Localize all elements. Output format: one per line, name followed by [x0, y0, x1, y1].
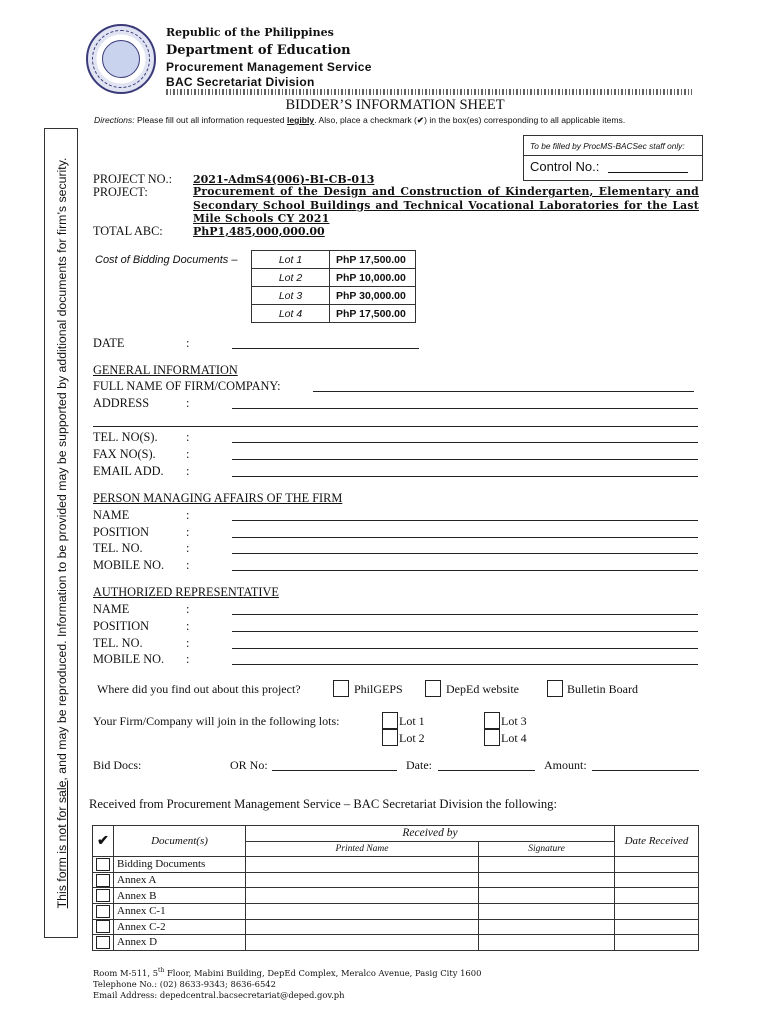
- footer-address-sup: th: [158, 967, 165, 974]
- control-no-field[interactable]: [608, 172, 688, 173]
- directions: [94, 115, 625, 126]
- document-name: Annex D: [114, 935, 246, 951]
- person-tel-field[interactable]: [232, 553, 698, 554]
- auth-name-field[interactable]: [232, 614, 698, 615]
- footer-address-a: Room M-511, 5: [93, 967, 159, 978]
- join-lot4-label: Lot 4: [501, 731, 527, 745]
- cost-table: [251, 250, 416, 323]
- document-name: Annex B: [114, 888, 246, 904]
- address-label: ADDRESS: [93, 396, 150, 410]
- cost-row: [252, 251, 416, 269]
- fax-field[interactable]: [232, 459, 698, 460]
- date-field[interactable]: [232, 348, 419, 349]
- philgeps-checkbox[interactable]: [333, 680, 349, 697]
- lot-amount: PhP 30,000.00: [330, 287, 416, 305]
- colon: :: [186, 447, 190, 461]
- person-position-label: POSITION: [93, 525, 150, 539]
- firm-name-label: FULL NAME OF FIRM/COMPANY:: [93, 379, 281, 393]
- row-checkbox[interactable]: [96, 874, 110, 887]
- date-cell[interactable]: [615, 903, 699, 919]
- control-note: To be filled by ProcMS-BACSec staff only:: [530, 141, 685, 151]
- document-name: Annex C-1: [114, 903, 246, 919]
- printed-name-cell[interactable]: [246, 872, 479, 888]
- person-name-label: NAME: [93, 508, 130, 522]
- footer-address: [93, 965, 481, 979]
- form-title: BIDDER’S INFORMATION SHEET: [285, 97, 505, 113]
- row-checkbox[interactable]: [96, 889, 110, 902]
- lot-amount: PhP 10,000.00: [330, 269, 416, 287]
- auth-mobile-label: MOBILE NO.: [93, 652, 165, 666]
- bid-date-field[interactable]: [438, 770, 535, 771]
- firm-name-field[interactable]: [313, 391, 694, 392]
- printed-name-cell[interactable]: [246, 857, 479, 873]
- or-no-label: OR No:: [230, 758, 268, 772]
- date-cell[interactable]: [615, 857, 699, 873]
- address-field[interactable]: [232, 408, 698, 409]
- email-label: EMAIL ADD.: [93, 464, 164, 478]
- cost-row: [252, 269, 416, 287]
- printed-name-cell[interactable]: [246, 903, 479, 919]
- date-cell[interactable]: [615, 919, 699, 935]
- lot-name: Lot 2: [252, 269, 330, 287]
- project-title: Procurement of the Design and Construction of Kindergarten, Elementary and Secondary School Buildings and Technical Vocational Laboratories for the Last Mile Schools CY 2021: [193, 185, 699, 225]
- cost-label: Cost of Bidding Documents –: [95, 254, 238, 266]
- header-ornament: [166, 89, 692, 95]
- colon: :: [186, 619, 190, 633]
- control-no-label: Control No.:: [530, 159, 600, 174]
- printed-name-header: Printed Name: [246, 841, 479, 857]
- lot-amount: PhP 17,500.00: [330, 305, 416, 323]
- signature-cell[interactable]: [479, 935, 615, 951]
- date-cell[interactable]: [615, 872, 699, 888]
- colon: :: [186, 602, 190, 616]
- colon: :: [186, 396, 190, 410]
- join-question: Your Firm/Company will join in the following lots:: [93, 714, 340, 728]
- person-mobile-label: MOBILE NO.: [93, 558, 165, 572]
- tel-label: TEL. NO(S).: [93, 430, 158, 444]
- table-row: [93, 935, 699, 951]
- project-no-label: PROJECT NO.:: [93, 172, 173, 186]
- checkmark-icon: ✔: [416, 115, 425, 125]
- bid-date-label: Date:: [406, 758, 432, 772]
- colon: :: [186, 464, 190, 478]
- signature-cell[interactable]: [479, 857, 615, 873]
- fax-label: FAX NO(S).: [93, 447, 156, 461]
- documents-header: Document(s): [114, 826, 246, 857]
- auth-name-label: NAME: [93, 602, 130, 616]
- authorized-heading: AUTHORIZED REPRESENTATIVE: [93, 585, 279, 599]
- amount-field[interactable]: [592, 770, 699, 771]
- join-lot3-label: Lot 3: [501, 714, 527, 728]
- colon: :: [186, 636, 190, 650]
- signature-header: Signature: [479, 841, 615, 857]
- cost-row: [252, 287, 416, 305]
- join-lot2-label: Lot 2: [399, 731, 425, 745]
- document-name: Bidding Documents: [114, 857, 246, 873]
- header-procurement: Procurement Management Service: [166, 60, 372, 74]
- deped-website-checkbox[interactable]: [425, 680, 441, 697]
- document-name: Annex C-2: [114, 919, 246, 935]
- header-republic: Republic of the Philippines: [166, 26, 334, 39]
- address-field-2[interactable]: [93, 426, 698, 427]
- table-row: [93, 903, 699, 919]
- date-colon: :: [186, 336, 190, 350]
- signature-cell[interactable]: [479, 903, 615, 919]
- received-header-row: [93, 826, 699, 842]
- row-checkbox[interactable]: [96, 920, 110, 933]
- auth-position-field[interactable]: [232, 631, 698, 632]
- signature-cell[interactable]: [479, 888, 615, 904]
- date-cell[interactable]: [615, 935, 699, 951]
- control-box: [523, 135, 703, 181]
- header-department: Department of Education: [166, 43, 351, 58]
- received-table: [92, 825, 699, 951]
- table-row: [93, 919, 699, 935]
- side-notice-rest: , and may be reproduced. Information to be provided may be supported by additional documents for firm’s security.: [55, 157, 69, 781]
- amount-label: Amount:: [544, 758, 587, 772]
- lot-amount: PhP 17,500.00: [330, 251, 416, 269]
- directions-prefix: Directions:: [94, 115, 135, 125]
- signature-cell[interactable]: [479, 872, 615, 888]
- colon: :: [186, 525, 190, 539]
- table-row: [93, 888, 699, 904]
- directions-text-c: ) in the box(es) corresponding to all applicable items.: [424, 115, 626, 125]
- auth-mobile-field[interactable]: [232, 664, 698, 665]
- header-bac: BAC Secretariat Division: [166, 75, 315, 89]
- lot-name: Lot 4: [252, 305, 330, 323]
- cost-row: [252, 305, 416, 323]
- total-abc-label: TOTAL ABC:: [93, 224, 163, 238]
- table-row: [93, 857, 699, 873]
- auth-tel-label: TEL. NO.: [93, 636, 143, 650]
- row-checkbox[interactable]: [96, 936, 110, 949]
- date-received-header: Date Received: [615, 826, 699, 857]
- auth-position-label: POSITION: [93, 619, 150, 633]
- join-lot2-checkbox[interactable]: [382, 729, 398, 746]
- colon: :: [186, 430, 190, 444]
- join-lot1-checkbox[interactable]: [382, 712, 398, 729]
- colon: :: [186, 508, 190, 522]
- person-tel-label: TEL. NO.: [93, 541, 143, 555]
- project-label: PROJECT:: [93, 185, 148, 199]
- person-mobile-field[interactable]: [232, 570, 698, 571]
- or-no-field[interactable]: [272, 770, 397, 771]
- bid-docs-label: Bid Docs:: [93, 758, 142, 772]
- total-abc-value: PhP1,485,000,000.00: [193, 225, 325, 238]
- person-name-field[interactable]: [232, 520, 698, 521]
- colon: :: [186, 652, 190, 666]
- general-heading: GENERAL INFORMATION: [93, 363, 238, 377]
- directions-text-a: Please fill out all information requested: [134, 115, 287, 125]
- row-checkbox[interactable]: [96, 905, 110, 918]
- printed-name-cell[interactable]: [246, 935, 479, 951]
- row-checkbox[interactable]: [96, 858, 110, 871]
- printed-name-cell[interactable]: [246, 888, 479, 904]
- tel-field[interactable]: [232, 442, 698, 443]
- side-notice-underlined: This form is not for sale: [55, 780, 69, 909]
- colon: :: [186, 558, 190, 572]
- found-question: Where did you find out about this project?: [97, 682, 301, 696]
- lot-name: Lot 3: [252, 287, 330, 305]
- person-heading: PERSON MANAGING AFFAIRS OF THE FIRM: [93, 491, 343, 505]
- bulletin-board-checkbox[interactable]: [547, 680, 563, 697]
- signature-cell[interactable]: [479, 919, 615, 935]
- printed-name-cell[interactable]: [246, 919, 479, 935]
- colon: :: [186, 541, 190, 555]
- person-position-field[interactable]: [232, 537, 698, 538]
- philgeps-label: PhilGEPS: [354, 682, 403, 696]
- received-label: Received from Procurement Management Service – BAC Secretariat Division the following:: [89, 797, 557, 811]
- lot-name: Lot 1: [252, 251, 330, 269]
- check-header-icon: ✔: [93, 826, 114, 857]
- deped-seal-icon: [86, 24, 156, 94]
- footer-telephone: Telephone No.: (02) 8633-9343; 8636-6542: [93, 978, 276, 989]
- join-lot4-checkbox[interactable]: [484, 729, 500, 746]
- directions-text-b: . Also, place a checkmark (: [314, 115, 417, 125]
- footer: [93, 965, 481, 1001]
- date-cell[interactable]: [615, 888, 699, 904]
- footer-address-b: Floor, Mabini Building, DepEd Complex, Meralco Avenue, Pasig City 1600: [164, 967, 482, 978]
- join-lot1-label: Lot 1: [399, 714, 425, 728]
- project-no-value: 2021-AdmS4(006)-BI-CB-013: [193, 173, 375, 186]
- footer-email: Email Address: depedcentral.bacsecretariat@deped.gov.ph: [93, 989, 345, 1000]
- side-notice: [55, 153, 69, 913]
- join-lot3-checkbox[interactable]: [484, 712, 500, 729]
- document-name: Annex A: [114, 872, 246, 888]
- table-row: [93, 872, 699, 888]
- date-label: DATE: [93, 336, 125, 350]
- auth-tel-field[interactable]: [232, 648, 698, 649]
- directions-legibly: legibly: [286, 115, 315, 125]
- deped-website-label: DepEd website: [446, 682, 519, 696]
- email-field[interactable]: [232, 476, 698, 477]
- received-by-header: Received by: [246, 826, 615, 842]
- bulletin-board-label: Bulletin Board: [567, 682, 638, 696]
